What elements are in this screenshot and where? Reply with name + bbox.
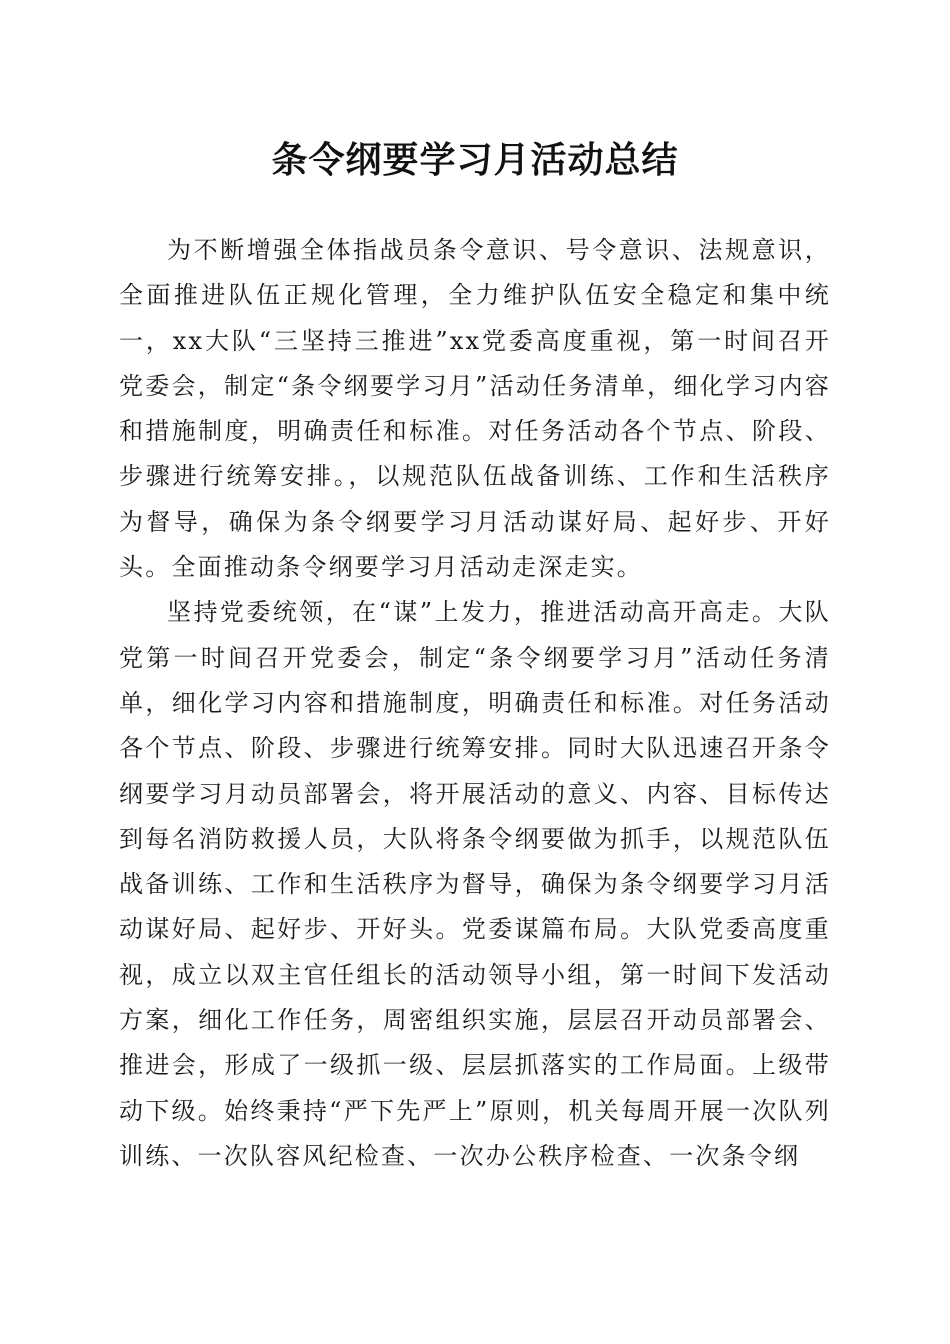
document-body [119,228,831,1179]
document-title: 条令纲要学习月活动总结 [271,139,679,181]
paragraph-2: 坚持党委统领，在“谋”上发力，推进活动高开高走。大队党第一时间召开党委会，制定“条令纲要学习月”活动任务清单，细化学习内容和措施制度，明确责任和标准。对任务活动各个节点、阶段、步骤进行统筹安排。同时大队迅速召开条令纲要学习月动员部署会，将开展活动的意义、内容、目标传达到每名消防救援人员，大队将条令纲要做为抓手，以规范队伍战备训练、工作和生活秩序为督导，确保为条令纲要学习月活动谋好局、起好步、开好头。党委谋篇布局。大队党委高度重视，成立以双主官任组长的活动领导小组，第一时间下发活动方案，细化工作任务，周密组织实施，层层召开动员部署会、推进会，形成了一级抓一级、层层抓落实的工作局面。上级带动下级。始终秉持“严下先严上”原则，机关每周开展一次队列训练、一次队容风纪检查、一次办公秩序检查、一次条令纲 [119,598,831,1170]
paragraph-1: 为不断增强全体指战员条令意识、号令意识、法规意识，全面推进队伍正规化管理，全力维护队伍安全稳定和集中统一，xx大队“三坚持三推进”xx党委高度重视，第一时间召开党委会，制定“条令纲要学习月”活动任务清单，细化学习内容和措施制度，明确责任和标准。对任务活动各个节点、阶段、步骤进行统筹安排。，以规范队伍战备训练、工作和生活秩序为督导，确保为条令纲要学习月活动谋好局、起好步、开好头。全面推动条令纲要学习月活动走深走实。 [119,236,831,582]
